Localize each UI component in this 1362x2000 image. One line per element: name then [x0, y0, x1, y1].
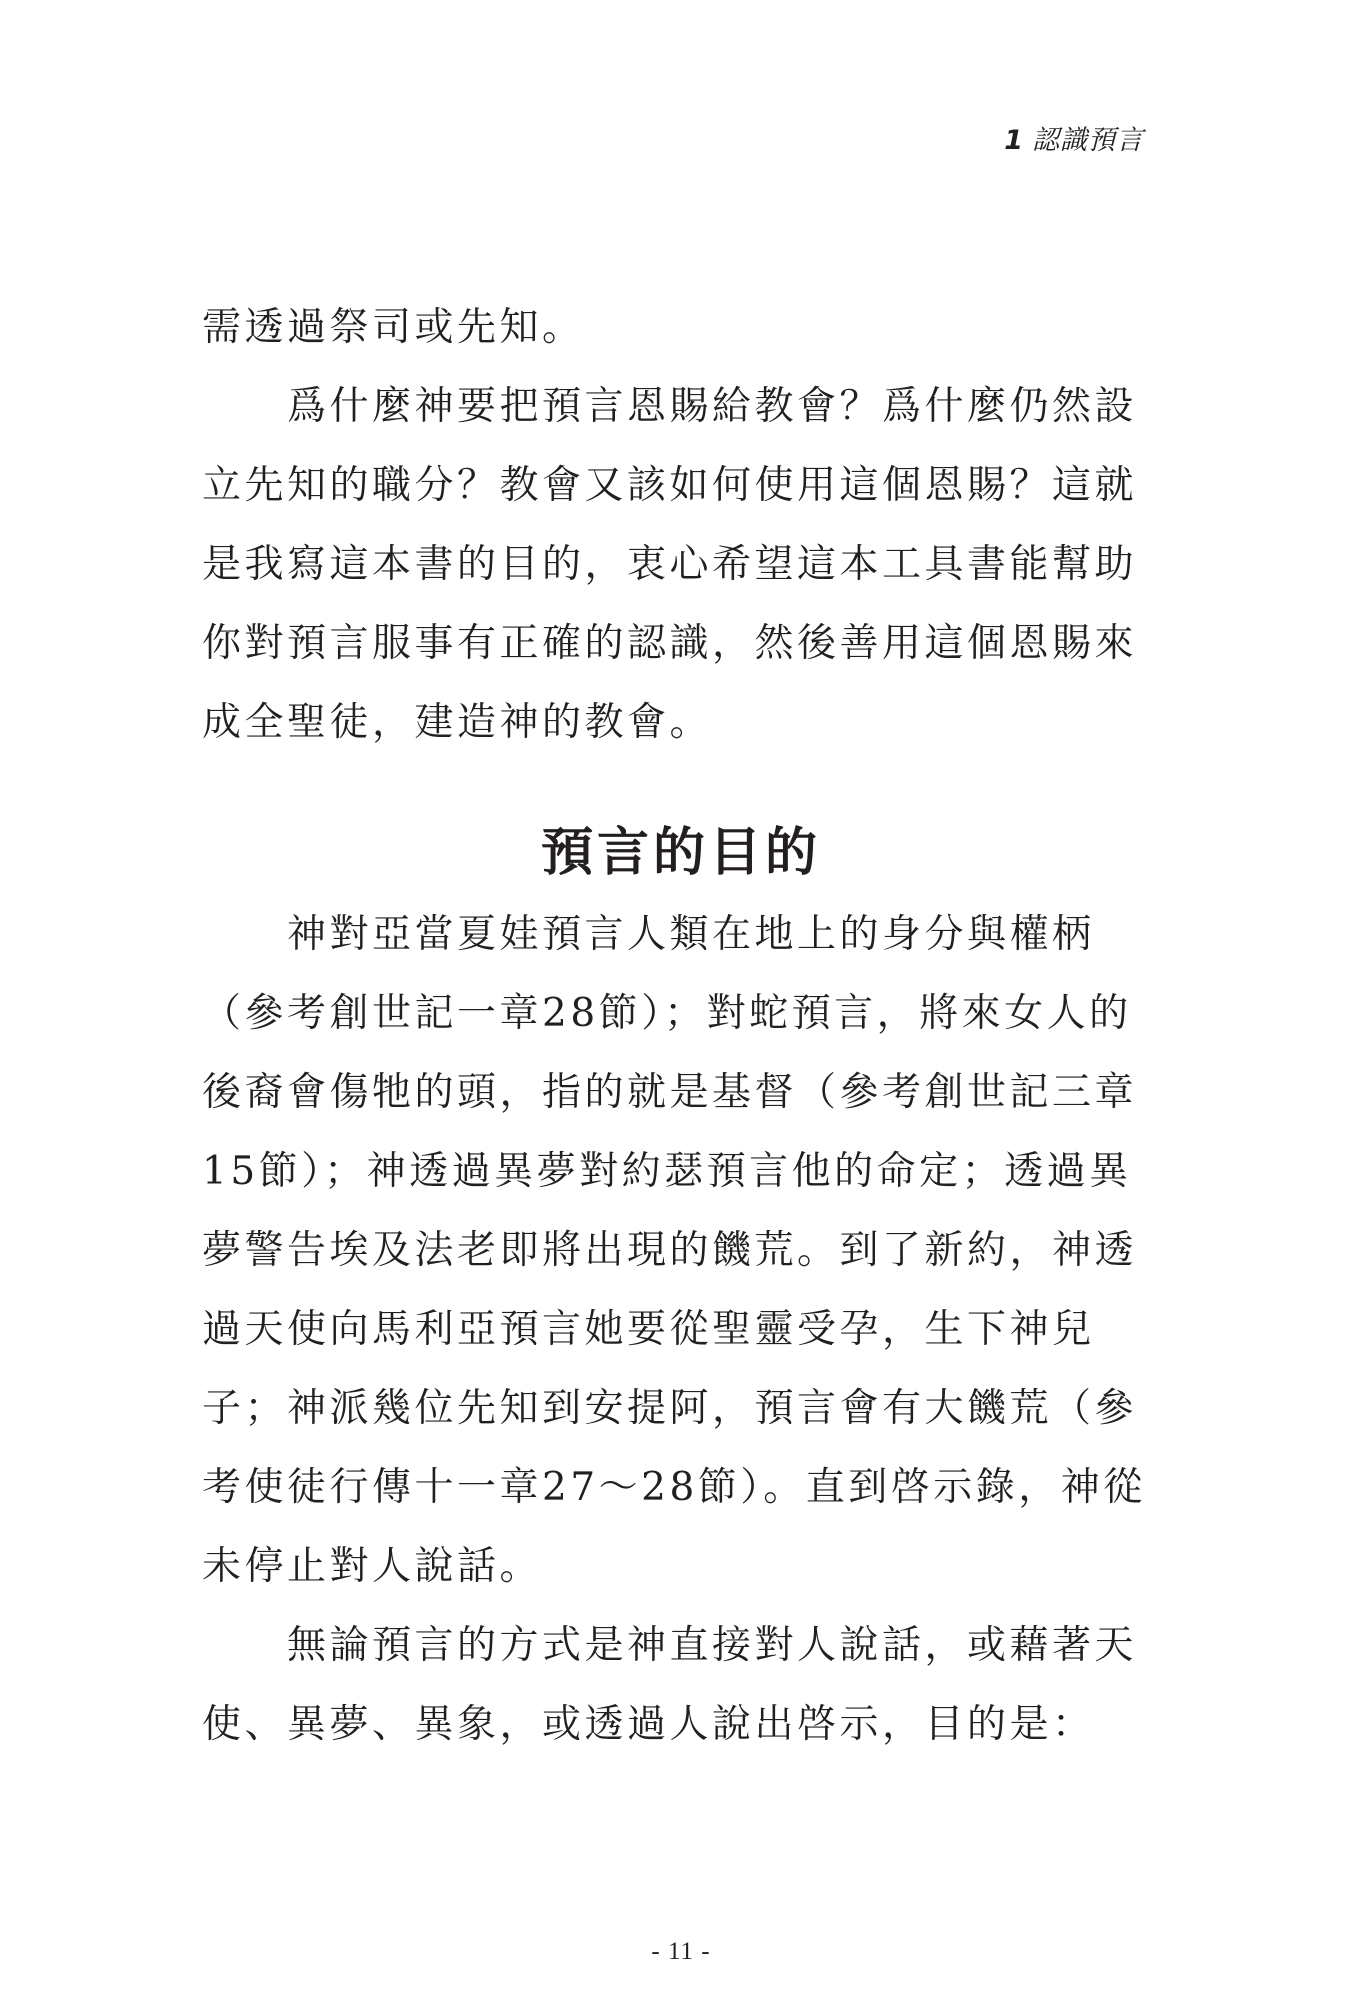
text-line: 爲什麼神要把預言恩賜給教會？爲什麼仍然設: [202, 384, 1138, 429]
paragraph-block-intro: [202, 288, 1147, 762]
section-heading: 預言的目的: [540, 823, 821, 883]
text-line: 立先知的職分？教會又該如何使用這個恩賜？這就: [202, 463, 1138, 508]
text-line: 成全聖徒，建造神的教會。: [202, 700, 713, 745]
running-head: [1004, 118, 1144, 157]
text-line: 需透過祭司或先知。: [202, 305, 585, 350]
text-line: 後裔會傷牠的頭，指的就是基督（參考創世記三章: [202, 1070, 1138, 1115]
text-line: 過天使向馬利亞預言她要從聖靈受孕，生下神兒: [202, 1307, 1095, 1352]
chapter-title: 認識預言: [1032, 125, 1144, 156]
text-line: 子；神派幾位先知到安提阿，預言會有大饑荒（參: [202, 1386, 1138, 1431]
text-line: 未停止對人說話。: [202, 1544, 543, 1589]
text-line: 無論預言的方式是神直接對人說話，或藉著天: [202, 1623, 1138, 1668]
text-line: 你對預言服事有正確的認識，然後善用這個恩賜來: [202, 621, 1138, 666]
text-line: 是我寫這本書的目的，衷心希望這本工具書能幫助: [202, 542, 1138, 587]
text-line: 15節）；神透過異夢對約瑟預言他的命定；透過異: [202, 1149, 1132, 1194]
paragraph-block-purpose: [202, 895, 1147, 1764]
text-line: 神對亞當夏娃預言人類在地上的身分與權柄: [202, 912, 1095, 957]
page-number: - 11 -: [651, 1938, 711, 1965]
text-line: 夢警告埃及法老即將出現的饑荒。到了新約，神透: [202, 1228, 1138, 1273]
text-line: （參考創世記一章28節）；對蛇預言，將來女人的: [202, 991, 1132, 1036]
chapter-number: 1: [1004, 125, 1024, 156]
text-line: 考使徒行傳十一章27～28節）。直到啓示錄，神從: [202, 1465, 1146, 1510]
text-line: 使、異夢、異象，或透過人說出啓示，目的是：: [202, 1702, 1095, 1747]
